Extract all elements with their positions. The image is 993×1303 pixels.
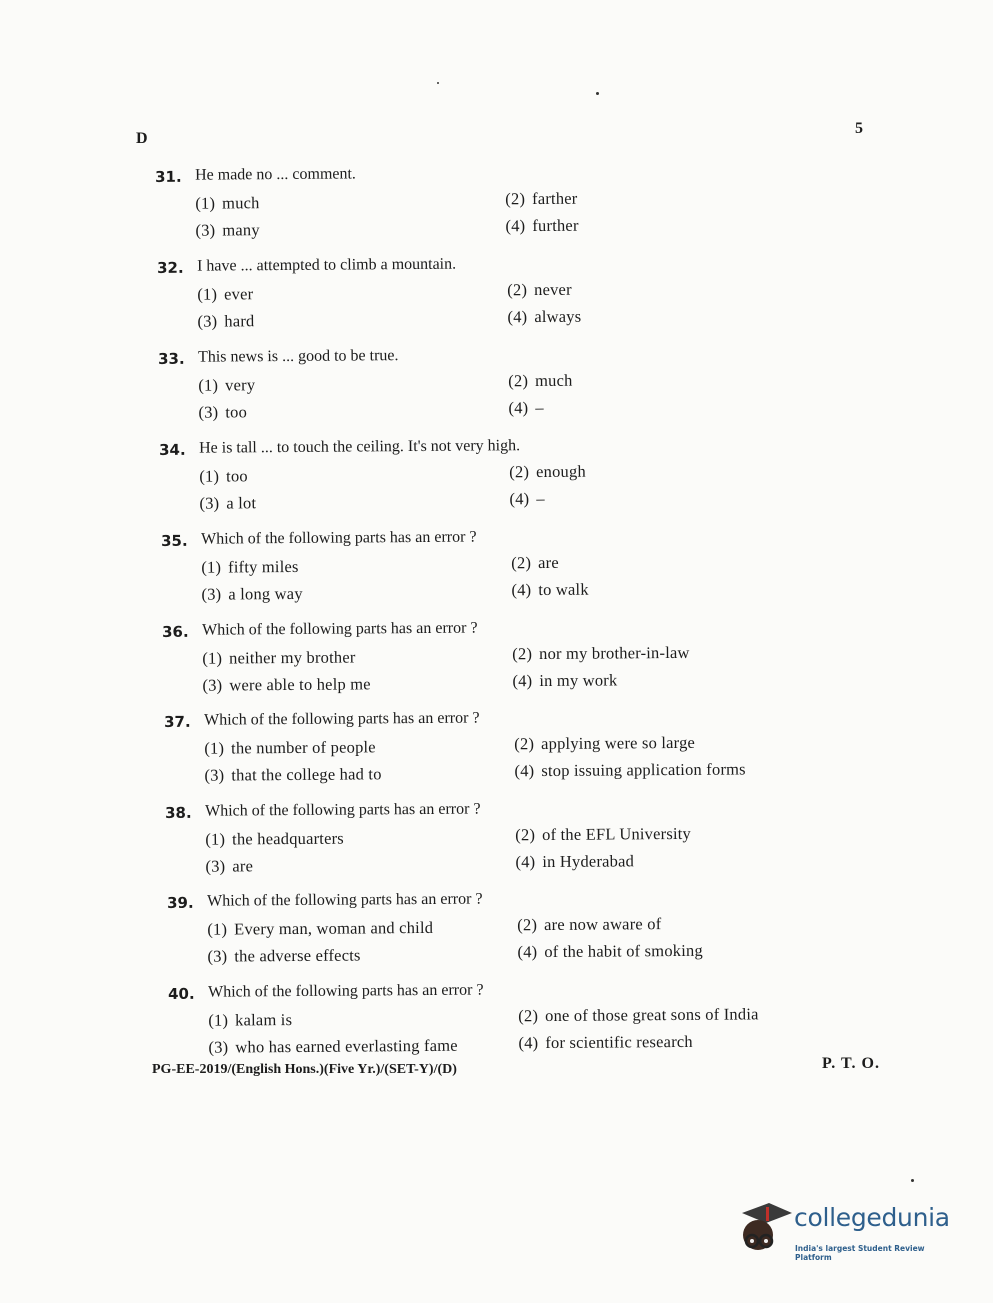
question-number: 33. [158, 349, 185, 368]
brand-tagline: India's largest Student Review Platform [795, 1244, 925, 1262]
option-number: (3) [202, 675, 223, 695]
brand-name: collegedunia [794, 1203, 950, 1232]
option-number: (1) [202, 648, 223, 668]
option-text: are [538, 552, 559, 573]
option-number: (3) [199, 493, 220, 513]
option-text: the adverse effects [234, 945, 361, 966]
question-35 [161, 527, 862, 618]
option-3 [205, 856, 253, 876]
option-2 [512, 643, 689, 664]
question-text: Which of the following parts has an error ? [203, 709, 480, 729]
option-3 [199, 493, 256, 513]
question-31 [155, 163, 856, 254]
option-text: for scientific research [545, 1031, 693, 1053]
option-text: a lot [226, 493, 257, 513]
option-text: enough [536, 461, 586, 482]
option-number: (2) [511, 553, 532, 573]
option-text: farther [532, 188, 578, 209]
option-number: (1) [204, 738, 225, 758]
page-number: 5 [855, 120, 863, 137]
option-number: (2) [514, 734, 535, 754]
option-2 [514, 733, 695, 754]
option-2 [511, 553, 559, 573]
question-text: He is tall ... to touch the ceiling. It's not very high. [198, 437, 521, 457]
option-3 [197, 311, 254, 331]
option-number: (4) [508, 398, 529, 418]
option-text: always [534, 306, 582, 327]
option-text: are [232, 856, 254, 876]
option-text: in my work [539, 670, 618, 691]
question-number: 32. [157, 258, 184, 277]
option-4 [518, 1032, 693, 1053]
option-text: – [535, 397, 544, 418]
option-1 [205, 829, 344, 850]
scan-speck [596, 92, 599, 95]
option-text: of the habit of smoking [544, 940, 703, 962]
question-34 [159, 436, 860, 527]
option-text: are now aware of [544, 914, 662, 935]
question-text: This news is ... good to be true. [197, 347, 399, 366]
option-1 [204, 737, 376, 758]
option-text: that the college had to [231, 764, 382, 785]
option-text: Every man, woman and child [234, 917, 434, 939]
option-text: fifty miles [228, 556, 299, 577]
option-text: further [532, 215, 579, 236]
option-number: (3) [205, 856, 226, 876]
option-text: ever [224, 284, 254, 304]
option-number: (1) [201, 557, 222, 577]
question-number: 31. [155, 167, 182, 186]
option-number: (4) [518, 1033, 539, 1053]
option-4 [505, 216, 578, 237]
option-text: were able to help me [229, 674, 371, 695]
option-text: – [536, 488, 545, 509]
question-number: 34. [159, 440, 186, 459]
option-text: never [534, 279, 572, 300]
option-number: (4) [505, 216, 526, 236]
option-number: (1) [195, 193, 216, 213]
option-number: (2) [517, 915, 538, 935]
question-38 [165, 799, 866, 890]
option-4 [514, 759, 745, 781]
option-number: (2) [518, 1006, 539, 1026]
option-1 [199, 466, 248, 486]
option-text: the headquarters [232, 828, 344, 849]
option-3 [201, 584, 302, 605]
option-number: (3) [198, 402, 219, 422]
collegedunia-watermark [736, 1195, 961, 1267]
option-text: applying were so large [541, 732, 696, 754]
question-number: 40. [168, 984, 195, 1003]
question-37 [164, 708, 865, 799]
option-4 [515, 851, 634, 872]
option-number: (4) [517, 942, 538, 962]
option-number: (3) [207, 946, 228, 966]
option-text: nor my brother-in-law [539, 642, 690, 664]
option-text: many [222, 220, 260, 240]
option-number: (4) [515, 852, 536, 872]
option-2 [505, 189, 577, 210]
option-number: (3) [208, 1037, 229, 1057]
option-number: (4) [512, 671, 533, 691]
option-1 [201, 557, 298, 578]
option-number: (2) [509, 462, 530, 482]
option-text: very [225, 375, 256, 395]
option-number: (3) [204, 765, 225, 785]
option-number: (4) [514, 761, 535, 781]
option-2 [518, 1004, 759, 1026]
question-39 [167, 889, 868, 980]
option-number: (4) [511, 580, 532, 600]
question-text: I have ... attempted to climb a mountain. [196, 255, 457, 275]
option-4 [508, 398, 543, 418]
scan-speck [911, 1179, 914, 1182]
option-number: (3) [197, 311, 218, 331]
option-number: (2) [512, 644, 533, 664]
question-number: 36. [162, 622, 189, 641]
option-2 [509, 462, 586, 483]
option-2 [507, 280, 572, 301]
option-3 [195, 220, 259, 241]
question-33 [158, 345, 859, 436]
option-text: stop issuing application forms [541, 759, 746, 781]
option-text: to walk [538, 579, 589, 600]
option-text: of the EFL University [542, 823, 692, 845]
option-number: (2) [515, 825, 536, 845]
question-number: 35. [161, 531, 188, 550]
question-number: 38. [165, 803, 192, 822]
question-36 [162, 618, 863, 709]
student-mascot-icon [736, 1195, 796, 1255]
option-4 [517, 941, 703, 962]
option-number: (1) [199, 466, 220, 486]
option-3 [207, 945, 360, 966]
option-1 [195, 193, 259, 214]
set-letter: D [136, 130, 148, 147]
scan-speck [437, 82, 439, 84]
question-40 [168, 980, 869, 1071]
option-text: too [225, 402, 248, 422]
option-1 [208, 1010, 292, 1031]
option-3 [202, 674, 370, 695]
exam-code: PG-EE-2019/(English Hons.)(Five Yr.)/(SET-Y)/(D) [152, 1062, 457, 1077]
option-3 [204, 764, 381, 785]
option-text: who has earned everlasting fame [235, 1035, 458, 1057]
question-text: He made no ... comment. [194, 165, 356, 184]
option-1 [207, 918, 433, 940]
option-3 [208, 1036, 457, 1058]
question-text: Which of the following parts has an error ? [206, 890, 483, 910]
option-text: much [222, 193, 260, 213]
option-4 [509, 489, 544, 509]
please-turn-over: P. T. O. [822, 1055, 880, 1072]
option-text: one of those great sons of India [545, 1004, 759, 1026]
option-text: in Hyderabad [542, 851, 635, 872]
option-4 [507, 307, 581, 328]
question-text: Which of the following parts has an error ? [207, 981, 484, 1001]
option-2 [517, 914, 661, 935]
option-number: (1) [205, 829, 226, 849]
option-text: the number of people [231, 737, 376, 758]
question-text: Which of the following parts has an error ? [200, 528, 477, 548]
option-2 [508, 371, 572, 392]
option-text: too [226, 466, 248, 486]
option-number: (2) [505, 189, 526, 209]
option-number: (1) [198, 375, 219, 395]
option-1 [197, 284, 253, 304]
option-4 [511, 580, 588, 601]
option-text: neither my brother [229, 647, 356, 668]
option-text: hard [224, 311, 255, 331]
option-number: (2) [508, 371, 529, 391]
option-number: (4) [507, 307, 528, 327]
option-number: (3) [201, 584, 222, 604]
option-text: kalam is [235, 1010, 293, 1030]
question-32 [157, 254, 858, 345]
option-1 [198, 375, 255, 395]
option-number: (2) [507, 280, 528, 300]
question-text: Which of the following parts has an error ? [204, 800, 481, 820]
option-number: (1) [208, 1010, 229, 1030]
option-3 [198, 402, 247, 422]
question-number: 39. [167, 893, 194, 912]
question-number: 37. [164, 712, 191, 731]
option-2 [515, 824, 691, 845]
question-text: Which of the following parts has an error ? [201, 619, 478, 639]
option-number: (1) [197, 284, 218, 304]
option-text: much [535, 370, 573, 391]
option-1 [202, 647, 355, 668]
option-number: (3) [195, 220, 216, 240]
option-text: a long way [228, 583, 303, 604]
option-number: (4) [509, 489, 530, 509]
option-4 [512, 670, 617, 691]
option-number: (1) [207, 919, 228, 939]
